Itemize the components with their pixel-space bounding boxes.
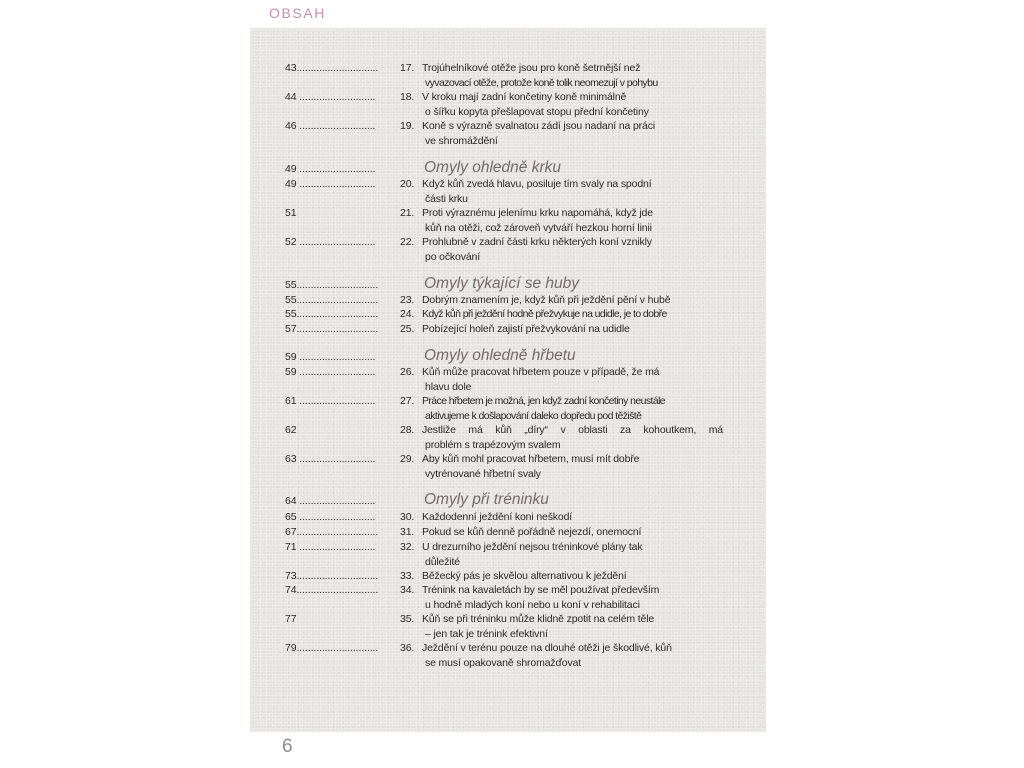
toc-entry-number: 27. [400,395,415,407]
toc-entry-title [422,540,732,569]
dot-leader: ........................... [296,163,376,175]
toc-page-number: 79 [285,642,297,654]
toc-section-heading-row [285,274,732,294]
toc-section-heading: Omyly týkající se huby [424,275,580,292]
toc-section-heading: Omyly při tréninku [424,491,549,508]
toc-entry-line: hlavu dole [425,380,472,393]
toc-entry-number: 32. [400,541,415,553]
toc-entry [285,322,732,337]
toc-page-ref [285,278,400,293]
toc-page-ref [285,494,400,509]
toc-entry-number: 22. [400,236,415,248]
toc-page-number: 77 [285,613,297,625]
toc-entry-number: 21. [400,207,415,219]
toc-entry-number: 31. [400,526,415,538]
dot-leader: ........................... [296,511,376,523]
toc-entry-line: kůň na otěži, což zároveň vytváří hezkou horní linii [425,221,652,234]
toc-entry-line: Když kůň zvedá hlavu, posiluje tím svaly na spodní [422,178,652,190]
toc-entry [285,293,732,308]
toc-entry-title [422,177,732,206]
toc-entry-number: 28. [400,424,415,436]
toc-entry-line: U drezurního ježdění nejsou tréninkové plány tak [422,541,643,553]
toc-entry [285,452,732,481]
running-head-title: OBSAH [269,5,327,21]
toc-page-number: 43 [285,62,297,74]
toc-entry-line: o šířku kopyta přešlapovat stopu přední končetiny [425,105,649,118]
toc-entry-line: – jen tak je trénink efektivní [425,627,548,640]
toc-section-heading-row [285,490,732,510]
toc-section-heading-row [285,158,732,178]
toc-page-number: 74 [285,584,297,596]
toc-page-number: 64 [285,495,297,507]
toc-page-number: 46 [285,120,297,132]
toc-entry [285,510,732,525]
toc-entry [285,61,732,90]
page-number: 6 [282,736,293,757]
toc-page-number: 71 [285,541,297,553]
toc-entry-line: Ježdění v terénu pouze na dlouhé otěži je škodlivé, kůň [422,642,672,654]
dot-leader: ............................. [296,279,379,291]
toc-page-ref [285,307,400,322]
toc-entry-line: Běžecký pás je skvělou alternativou k ježdění [422,570,627,582]
toc-entry-line: V kroku mají zadní končetiny koně minimálně [422,91,627,103]
toc-entry-line: Kůň může pracovat hřbetem pouze v případě, že má [422,366,660,378]
toc-page-ref [285,90,400,105]
toc-page-ref [285,612,400,627]
dot-leader: ........................... [296,236,376,248]
toc-page-ref [285,119,400,134]
toc-entry-title [422,452,732,481]
dot-leader: ........................... [296,91,376,103]
toc-page-number: 61 [285,395,297,407]
toc-entry-title [422,365,732,394]
toc-entry-number: 34. [400,584,415,596]
toc-page-number: 55 [285,294,297,306]
toc-page-ref [285,365,400,380]
toc-entry [285,423,732,452]
toc-page-ref [285,452,400,467]
toc-entry-line: u hodně mladých koní nebo u koní v rehabilitaci [425,598,640,611]
toc-entry-line: Jestliže má kůň „díry“ v oblasti za kohoutkem, má [422,424,723,436]
toc-page-number: 55 [285,279,297,291]
toc-page-ref [285,423,400,438]
toc-entry-number: 36. [400,642,415,654]
toc-page-number: 62 [285,424,297,436]
toc-entry-line: důležité [425,555,460,568]
toc-page-number: 57 [285,323,297,335]
toc-entry-number: 25. [400,323,415,335]
toc-entry-title [422,307,732,322]
toc-entry-line: Trojúhelníkové otěže jsou pro koně šetrnější než [422,62,641,74]
toc-page-ref [285,510,400,525]
toc-page-number: 73 [285,570,297,582]
toc-entry-line: Koně s výrazně svalnatou zádí jsou nadaní na práci [422,120,655,132]
toc-entry [285,235,732,264]
toc-entry-number: 35. [400,613,415,625]
toc-entry-line: Aby kůň mohl pracovat hřbetem, musí mít dobře [422,453,640,465]
toc-entry-title [422,569,732,584]
toc-entry-number: 19. [400,120,415,132]
dot-leader: ........................... [296,178,376,190]
dot-leader: ............................. [296,642,379,654]
toc-entry [285,177,732,206]
toc-page-number: 59 [285,351,297,363]
toc-page-ref [285,641,400,656]
toc-section-heading: Omyly ohledně hřbetu [424,347,576,364]
toc-page-number: 49 [285,163,297,175]
toc-entry-title [422,90,732,119]
toc-entry-line: Prohlubně v zadní části krku některých koní vznikly [422,236,652,248]
dot-leader: ............................. [296,570,379,582]
toc-entry-line: Dobrým znamením je, když kůň při ježdění pění v hubě [422,294,671,306]
toc-entry [285,90,732,119]
toc-page-ref [285,322,400,337]
toc-entry-line: části krku [425,192,468,205]
toc-page-ref [285,293,400,308]
toc-entry-number: 18. [400,91,415,103]
toc-entry-line: Práce hřbetem je možná, jen když zadní končetiny neustále [422,395,666,407]
dot-leader: ........................... [296,395,376,407]
toc-page-number: 52 [285,236,297,248]
toc-entry-line: problém s trapézovým svalem [425,438,561,451]
toc-entry-title [422,525,732,540]
toc-page-ref [285,235,400,250]
dot-leader: ........................... [296,120,376,132]
toc-entry-number: 17. [400,62,415,74]
dot-leader: ............................. [296,323,379,335]
toc-page-number: 49 [285,178,297,190]
toc-entry-line: se musí opakovaně shromažďovat [425,656,582,669]
toc-entry-line: Trénink na kavaletách by se měl používat především [422,584,660,596]
toc-entry [285,206,732,235]
toc-page-ref [285,394,400,409]
toc-entry-title [422,423,732,452]
toc-entry-line: vyvazovací otěže, protože koně tolik neomezují v pohybu [425,76,658,89]
toc-entry-line: Každodenní ježdění koni neškodí [422,511,573,523]
toc-entry-title [422,394,732,423]
toc-entry-number: 24. [400,308,415,320]
toc-entry-number: 26. [400,366,415,378]
toc-page-number: 63 [285,453,297,465]
toc-entry-title [422,612,732,641]
toc-entry-number: 29. [400,453,415,465]
dot-leader: ........................... [296,541,376,553]
toc-entry-number: 30. [400,511,415,523]
toc-entry [285,612,732,641]
toc-entry-title [422,119,732,148]
toc-section-heading: Omyly ohledně krku [424,159,561,176]
toc-entry-title [422,322,732,337]
toc-entry-title [422,510,732,525]
toc-entry [285,365,732,394]
toc-page-number: 67 [285,526,297,538]
toc-page-ref [285,583,400,598]
toc-entry-line: Pobízející holeň zajistí přežvykování na udidle [422,323,630,335]
toc-page-number: 65 [285,511,297,523]
toc-page-ref [285,540,400,555]
toc-page-ref [285,206,400,221]
toc-page-ref [285,162,400,177]
toc-entry-line: Kůň se při tréninku může klidně zpotit na celém těle [422,613,655,625]
toc-entry [285,540,732,569]
toc-page-ref [285,177,400,192]
toc-entry-line: Když kůň při ježdění hodně přežvykuje na udidle, je to dobře [422,308,667,320]
toc-entry-line: ve shromáždění [425,134,498,147]
toc-page-ref [285,350,400,365]
dot-leader: ............................. [296,294,379,306]
toc-entry-title [422,235,732,264]
toc-entry-number: 23. [400,294,415,306]
toc-entry [285,569,732,584]
dot-leader: ........................... [296,351,376,363]
toc-entry-title [422,641,732,670]
toc-entry-title [422,206,732,235]
toc-page-ref [285,61,400,76]
dot-leader: ............................. [296,526,379,538]
toc-entry [285,119,732,148]
toc-entry [285,525,732,540]
toc-entry-line: aktivujeme k došlapování daleko dopředu pod těžiště [425,409,642,422]
toc-section-heading-row [285,346,732,366]
toc-entry-line: po očkování [425,250,480,263]
toc-page-number: 51 [285,207,297,219]
toc-entry-line: Pokud se kůň denně pořádně nejezdí, onemocní [422,526,642,538]
toc-entry [285,583,732,612]
toc-page-number: 59 [285,366,297,378]
dot-leader: ........................... [296,495,376,507]
toc-entry-line: vytrénované hřbetní svaly [425,467,541,480]
toc-entry [285,641,732,670]
dot-leader: ............................. [296,308,379,320]
toc-page-ref [285,525,400,540]
toc-entry [285,394,732,423]
toc-entry-title [422,583,732,612]
toc-page-number: 44 [285,91,297,103]
toc-entry-title [422,293,732,308]
toc-page-ref [285,569,400,584]
toc-entry-number: 33. [400,570,415,582]
toc-entry-line: Proti výraznému jelenímu krku napomáhá, když jde [422,207,653,219]
toc-entry [285,307,732,322]
dot-leader: ............................. [296,584,379,596]
toc-entry-number: 20. [400,178,415,190]
toc-entry-title [422,61,732,90]
dot-leader: ........................... [296,453,376,465]
dot-leader: ............................. [296,62,379,74]
dot-leader: ........................... [296,366,376,378]
toc-page-number: 55 [285,308,297,320]
